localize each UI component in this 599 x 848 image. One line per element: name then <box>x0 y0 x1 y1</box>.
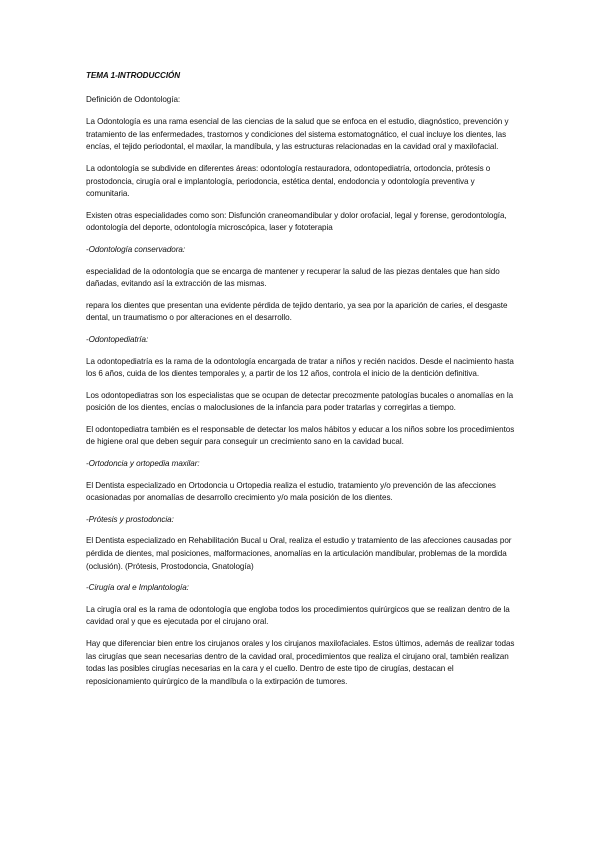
section-paragraph: especialidad de la odontología que se encarga de mantener y recuperar la salud de las piezas dentales que han sido dañadas, evitando así la extracción de las mismas. <box>86 266 500 289</box>
section-paragraph: La odontopediatría es la rama de la odontología encargada de tratar a niños y recién nacidos. Desde el nacimiento hasta los 6 años, cuida de los dientes temporales y, a partir de los 12 años, controla el inicio de la dentición definitiva. <box>86 356 514 379</box>
intro-paragraph: La odontología se subdivide en diferentes áreas: odontología restauradora, odontopediatría, ortodoncia, prótesis o prostodoncia, cirugía oral e implantología, periodoncia, estética dental, endodoncia y odontología preventiva y comunitaria. <box>86 163 491 199</box>
section-paragraph: Hay que diferenciar bien entre los cirujanos orales y los cirujanos maxilofaciales. Estos últimos, además de realizar todas las cirugías que sean necesarias dentro de la cavidad oral, procedimientos que realiza el cirujano oral, también realizan todas las posibles cirugías necesarias en la cara y el cuello. Dentro de este tipo de cirugías, destacan el reposicionamiento quirúrgico de la mandíbula o la extirpación de tumores. <box>86 639 515 686</box>
intro-paragraph: La Odontología es una rama esencial de las ciencias de la salud que se enfoca en el estudio, diagnóstico, prevención y tratamiento de las enfermedades, trastornos y condiciones del sistema estomatognático, el cual incluye los dientes, las encías, el tejido periodontal, el maxilar, la mandíbula, y las estructuras relacionadas en la cavidad oral y maxilofacial. <box>86 117 509 152</box>
section-paragraph: El odontopediatra también es el responsable de detectar los malos hábitos y educar a los niños sobre los procedimientos de higiene oral que deben seguir para conseguir un crecimiento sano en la cavidad bucal. <box>86 424 515 447</box>
section-heading-odontopediatria: -Odontopediatría: <box>86 334 149 344</box>
section-paragraph: Los odontopediatras son los especialistas que se ocupan de detectar precozmente patologías bucales o anomalías en la posición de los dientes, encías o maloclusiones de la infancia para poder tratarlas y corregirlas a tiempo. <box>86 390 514 413</box>
section-paragraph: El Dentista especializado en Rehabilitación Bucal u Oral, realiza el estudio y tratamiento de las afecciones causadas por pérdida de dientes, mal posiciones, malformaciones, anomalías en la articulación mandibular, problemas de la mordida (oclusión). (Prótesis, Prostodoncia, Gnatología) <box>86 536 512 571</box>
section-paragraph: La cirugía oral es la rama de odontología que engloba todos los procedimientos quirúrgicos que se realizan dentro de la cavidad oral y que es ejecutada por el cirujano oral. <box>86 604 510 627</box>
intro-paragraph: Existen otras especialidades como son: Disfunción craneomandibular y dolor orofacial, legal y forense, gerodontología, odontología del deporte, odontología microscópica, laser y fototerapia <box>86 210 507 233</box>
section-heading-cirugia: -Cirugía oral e Implantología: <box>86 583 189 593</box>
section-paragraph: El Dentista especializado en Ortodoncia u Ortopedia realiza el estudio, tratamiento y/o prevención de las afecciones ocasionadas por anomalías de desarrollo crecimiento y/o mala posición de los dientes. <box>86 480 496 503</box>
section-heading-ortodoncia: -Ortodoncia y ortopedia maxilar: <box>86 459 200 469</box>
section-heading-conservadora: -Odontología conservadora: <box>86 244 186 254</box>
section-heading-protesis: -Prótesis y prostodoncia: <box>86 514 174 524</box>
section-paragraph: repara los dientes que presentan una evidente pérdida de tejido dentario, ya sea por la aparición de caries, el desgaste dental, un traumatismo o por alteraciones en el desarrollo. <box>86 300 508 323</box>
document-title: TEMA 1-INTRODUCCIÓN <box>86 71 181 80</box>
definition-heading: Definición de Odontología: <box>86 94 181 104</box>
